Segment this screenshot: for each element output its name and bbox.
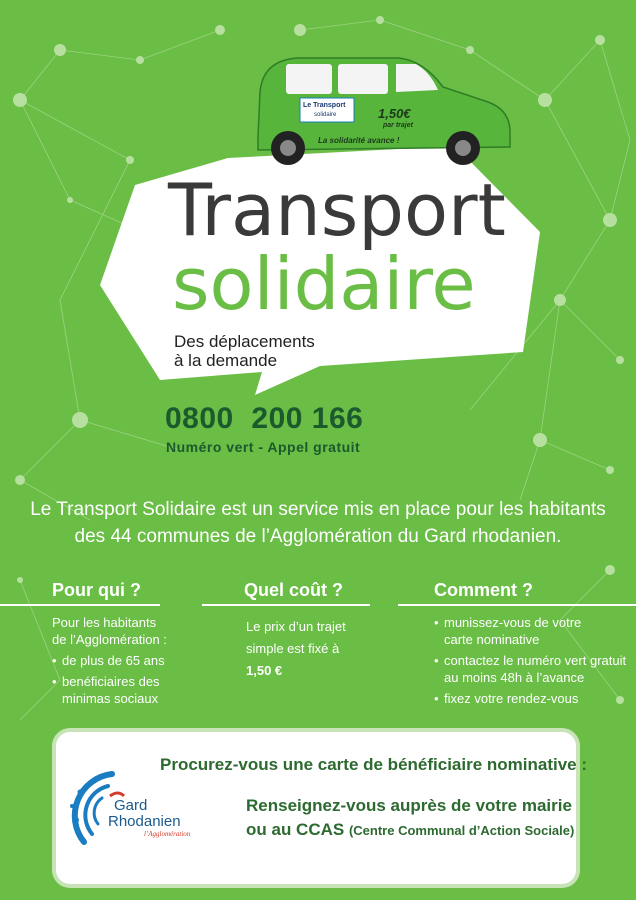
logo-word-rhodanien: Rhodanien xyxy=(108,813,181,830)
how-item-1: • munissez-vous de votre xyxy=(434,614,634,631)
title-transport: Transport xyxy=(168,168,506,252)
intro-line2: des 44 communes de l’Agglomération du Gard rhodanien. xyxy=(74,526,562,547)
van-price-sub: par trajet xyxy=(383,122,413,129)
how-text xyxy=(434,610,634,707)
van-illustration xyxy=(248,52,518,172)
gard-rhodanien-logo xyxy=(62,762,212,862)
how-divider xyxy=(398,604,636,606)
van-price: 1,50€ xyxy=(378,106,411,121)
who-text xyxy=(52,614,192,707)
van-sticker-line2: solidaire xyxy=(314,112,337,118)
who-item-1: • de plus de 65 ans xyxy=(52,652,192,669)
title-solidaire: solidaire xyxy=(172,242,476,326)
box-line3-wrap xyxy=(246,818,574,843)
who-item-2: • benéficiaires des xyxy=(52,673,192,690)
cost-text-line2: simple est fixé à xyxy=(246,641,340,656)
phone-number[interactable]: 0800 200 166 xyxy=(165,402,364,435)
how-item-2: • contactez le numéro vert gratuit xyxy=(434,652,634,669)
phone-subtitle: Numéro vert - Appel gratuit xyxy=(166,439,361,455)
cost-divider xyxy=(202,604,370,606)
box-line1: Procurez-vous une carte de bénéficiaire nominative : xyxy=(160,755,588,774)
intro-line1: Le Transport Solidaire est un service mis en place pour les habitants xyxy=(30,499,606,520)
who-divider xyxy=(0,604,160,606)
van-sticker-line1: Le Transport xyxy=(303,102,346,109)
cost-price: 1,50 € xyxy=(246,663,283,678)
tagline-line2: à la demande xyxy=(174,351,278,370)
intro-text xyxy=(20,496,616,550)
who-item-2-cont: minimas sociaux xyxy=(62,691,159,706)
cost-text-line1: Le prix d’un trajet xyxy=(246,619,346,634)
how-title: Comment ? xyxy=(434,580,533,600)
logo-word-gard: Gard xyxy=(114,797,148,814)
who-text-line2: de l’Agglomération : xyxy=(52,632,167,647)
how-item-2-cont: au moins 48h à l’avance xyxy=(444,670,585,685)
logo-word-agglo: l’Agglomération xyxy=(144,830,191,838)
cost-text xyxy=(246,616,376,682)
box-line3-small: (Centre Communal d’Action Sociale) xyxy=(348,823,575,838)
box-line3: ou au CCAS xyxy=(246,820,345,839)
tagline xyxy=(174,332,315,370)
cost-title: Quel coût ? xyxy=(244,580,343,600)
how-item-3: • fixez votre rendez-vous xyxy=(434,690,634,707)
box-line2: Renseignez-vous auprès de votre mairie xyxy=(246,796,572,815)
how-item-1-cont: carte nominative xyxy=(444,632,540,647)
box-text xyxy=(246,794,574,843)
who-title: Pour qui ? xyxy=(52,580,141,600)
who-text-line1: Pour les habitants xyxy=(52,615,157,630)
van-slogan: La solidarité avance ! xyxy=(318,136,400,145)
tagline-line1: Des déplacements xyxy=(174,332,315,351)
